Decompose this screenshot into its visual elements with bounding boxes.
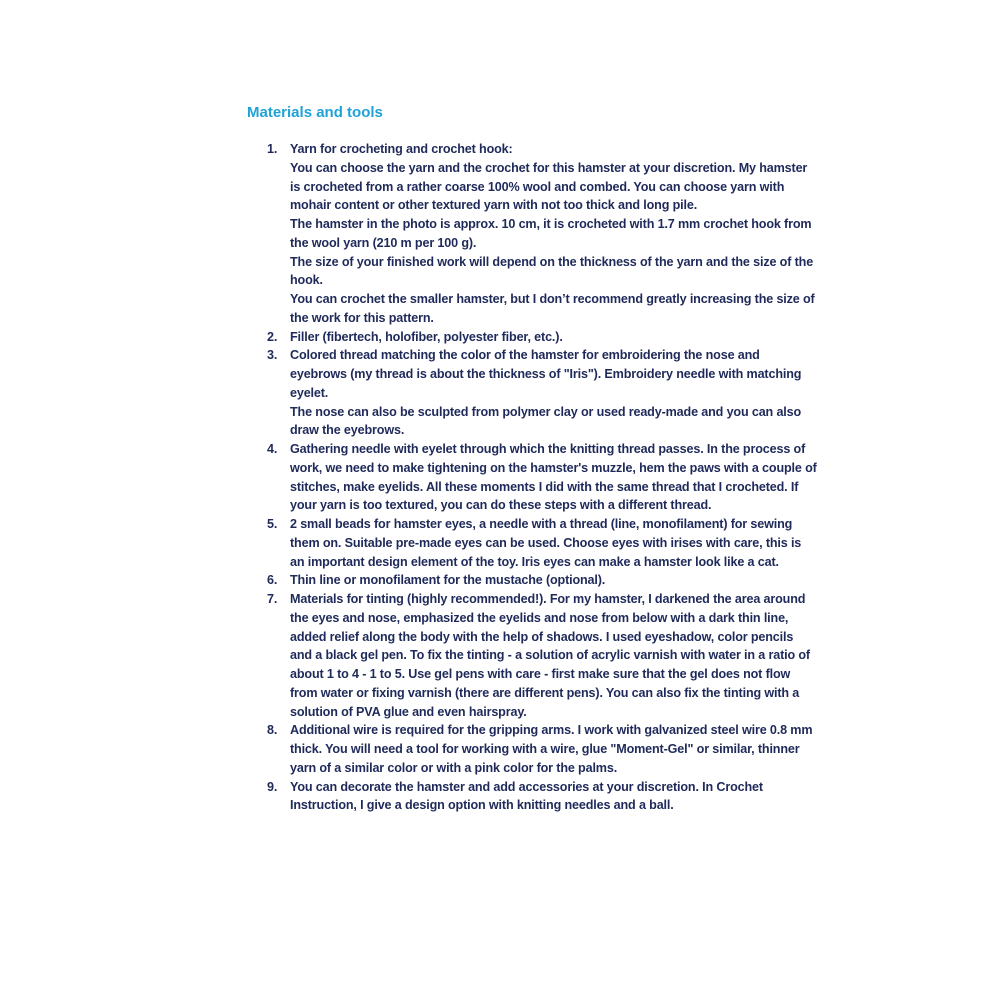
list-item-1 bbox=[247, 140, 817, 328]
item-4-paragraph: Gathering needle with eyelet through which the knitting thread passes. In the process of work, we need to make tightening on the hamster's muzzle, hem the paws with a couple of stitches, make eyelids. All these moments I did with the same thread that I crocheted. If your yarn is too textured, you can do these steps with a different thread. bbox=[290, 442, 817, 513]
list-number: 7. bbox=[267, 592, 278, 606]
list-number: 8. bbox=[267, 723, 278, 738]
item-9-paragraph: You can decorate the hamster and add accessories at your discretion. In Crochet Instruction, I give a design option with knitting needles and a ball. bbox=[290, 779, 763, 813]
item-3-paragraph: Colored thread matching the color of the hamster for embroidering the nose and eyebrows (my thread is about the thickness of "Iris"). Embroidery needle with matching eyelet. bbox=[290, 348, 802, 400]
list-number: 1. bbox=[267, 142, 278, 156]
item-1-paragraph: The size of your finished work will depend on the thickness of the yarn and the size of the hook. bbox=[290, 254, 814, 288]
list-item-7 bbox=[247, 590, 817, 721]
list-item-2 bbox=[247, 328, 817, 347]
materials-list bbox=[247, 140, 817, 815]
item-5-paragraph: 2 small beads for hamster eyes, a needle with a thread (line, monofilament) for sewing them on. Suitable pre-made eyes can be used. Choose eyes with irises with care, this is an important design element of the toy. Iris eyes can make a hamster look like a cat. bbox=[290, 517, 802, 569]
list-number: 2. bbox=[267, 329, 278, 344]
list-number: 9. bbox=[267, 779, 278, 794]
item-1-paragraph: The hamster in the photo is approx. 10 cm, it is crocheted with 1.7 mm crochet hook from the wool yarn (210 m per 100 g). bbox=[290, 217, 812, 250]
item-8-paragraph: Additional wire is required for the gripping arms. I work with galvanized steel wire 0.8 mm thick. You will need a tool for working with a wire, glue "Moment-Gel" or similar, thinner yarn of a similar color or with a pink color for the palms. bbox=[290, 723, 813, 775]
item-2-paragraph: Filler (fibertech, holofiber, polyester fiber, etc.). bbox=[290, 329, 563, 344]
list-number: 5. bbox=[267, 517, 278, 531]
list-item-5 bbox=[247, 515, 817, 571]
list-item-3 bbox=[247, 346, 817, 440]
list-item-6 bbox=[247, 571, 817, 590]
list-item-4 bbox=[247, 440, 817, 515]
list-number: 3. bbox=[267, 348, 278, 363]
item-1-title: Yarn for crocheting and crochet hook: bbox=[290, 142, 513, 156]
item-6-paragraph: Thin line or monofilament for the mustache (optional). bbox=[290, 573, 606, 588]
section-heading: Materials and tools bbox=[247, 104, 383, 121]
item-1-paragraph: You can choose the yarn and the crochet for this hamster at your discretion. My hamster is crocheted from a rather coarse 100% wool and combed. You can choose yarn with mohair content or other textured yarn with not too thick and long pile. bbox=[290, 160, 808, 213]
list-item-8 bbox=[247, 721, 817, 777]
list-number: 6. bbox=[267, 573, 278, 588]
list-item-9 bbox=[247, 778, 817, 816]
list-number: 4. bbox=[267, 442, 278, 456]
item-3-paragraph: The nose can also be sculpted from polymer clay or used ready-made and you can also draw the eyebrows. bbox=[290, 404, 802, 438]
item-7-paragraph: Materials for tinting (highly recommended!). For my hamster, I darkened the area around the eyes and nose, emphasized the eyelids and nose from below with a dark thin line, added relief along the body with the help of shadows. I used eyeshadow, color pencils and a black gel pen. To fix the tinting - a solution of acrylic varnish with water in a ratio of about 1 to 4 - 1 to 5. Use gel pens with care - first make sure that the gel does not flow from water or fixing varnish (there are different pens). You can also fix the tinting with a solution of PVA glue and even hairspray. bbox=[290, 592, 810, 719]
item-1-paragraph: You can crochet the smaller hamster, but I don’t recommend greatly increasing the size of the work for this pattern. bbox=[290, 292, 815, 325]
document-page bbox=[247, 102, 817, 815]
